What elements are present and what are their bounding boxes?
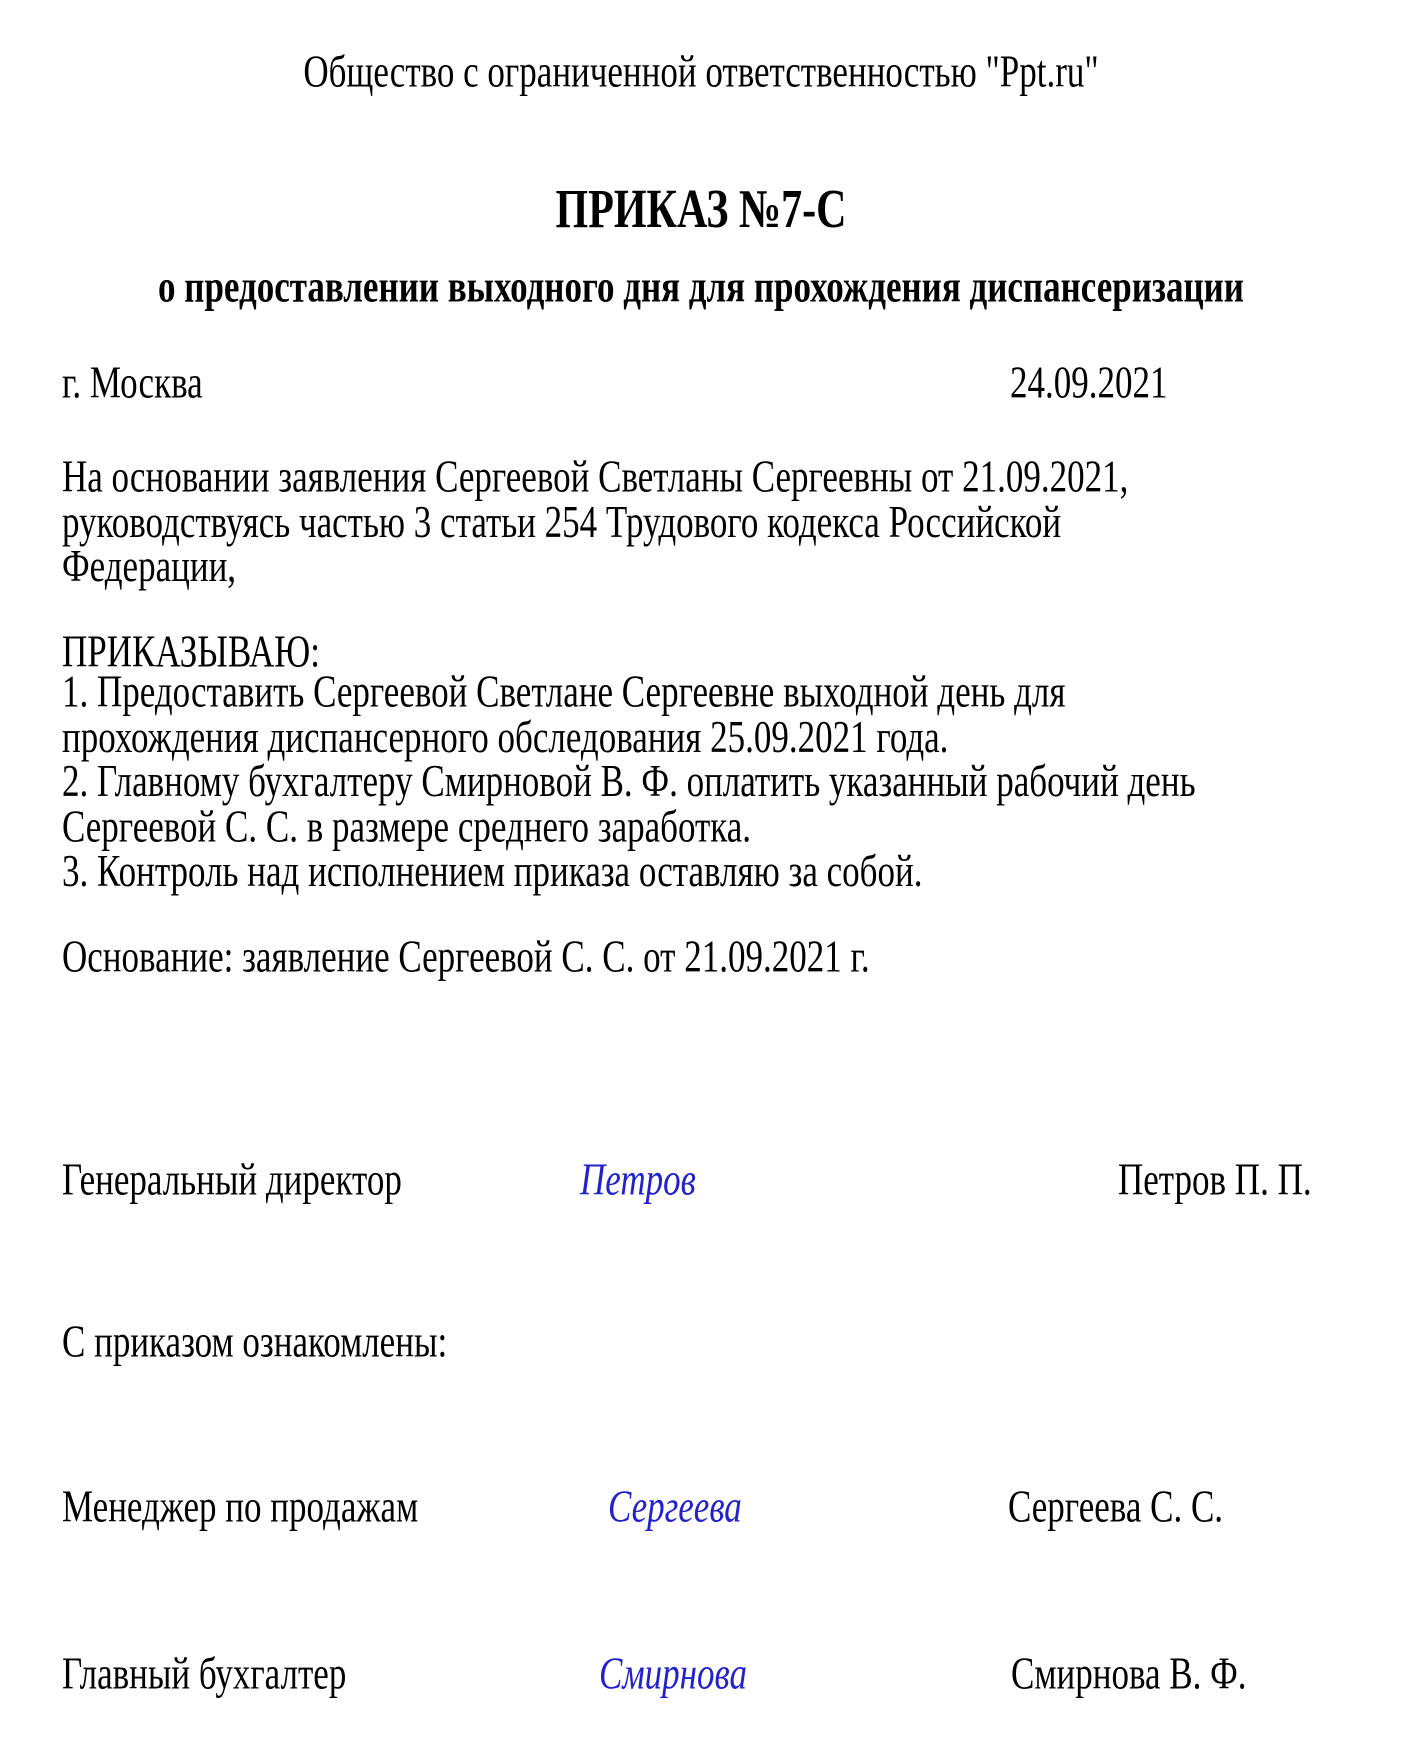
- accountant-position: Главный бухгалтер: [62, 1648, 347, 1699]
- order-item-line: 2. Главному бухгалтеру Смирновой В. Ф. оплатить указанный рабочий день: [62, 755, 1196, 807]
- basis-line: Основание: заявление Сергеевой С. С. от 21.09.2021 г.: [62, 931, 870, 982]
- preamble-line: Федерации,: [62, 540, 237, 592]
- order-item-line: 3. Контроль над исполнением приказа оставляю за собой.: [62, 845, 923, 897]
- order-item-line: 1. Предоставить Сергеевой Светлане Сергеевне выходной день для: [62, 666, 1066, 717]
- order-item-line: Сергеевой С. С. в размере среднего заработка.: [62, 800, 752, 852]
- accountant-name: Смирнова В. Ф.: [1011, 1648, 1247, 1699]
- manager-signature-row: [62, 1481, 1402, 1532]
- date-label: 24.09.2021: [1010, 357, 1168, 408]
- order-title: ПРИКАЗ №7-С: [555, 180, 847, 240]
- preamble-paragraph: [62, 451, 1402, 592]
- acknowledged-heading: С приказом ознакомлены:: [62, 1316, 448, 1367]
- accountant-signature-row: [62, 1648, 1402, 1699]
- order-subject: о предоставлении выходного дня для прохождения диспансеризации: [158, 261, 1244, 312]
- accountant-signature: Смирнова: [599, 1648, 747, 1699]
- manager-signature: Сергеева: [608, 1481, 742, 1532]
- director-name: Петров П. П.: [1118, 1154, 1312, 1205]
- director-signature: Петров: [580, 1154, 696, 1205]
- org-name: Общество с ограниченной ответственностью "Ppt.ru": [303, 46, 1099, 97]
- manager-position: Менеджер по продажам: [62, 1481, 419, 1532]
- preamble-line: На основании заявления Сергеевой Светланы Сергеевны от 21.09.2021,: [62, 451, 1129, 502]
- order-item-line: прохождения диспансерного обследования 25.09.2021 года.: [62, 710, 949, 762]
- order-items: [62, 666, 1402, 897]
- manager-name: Сергеева С. С.: [1008, 1481, 1224, 1532]
- order-heading: ПРИКАЗЫВАЮ:: [62, 626, 320, 677]
- preamble-line: руководствуясь частью 3 статьи 254 Трудового кодекса Российской: [62, 495, 1062, 547]
- city-date-row: [62, 357, 1402, 408]
- director-position: Генеральный директор: [62, 1154, 402, 1205]
- city-label: г. Москва: [62, 357, 203, 408]
- director-signature-row: [62, 1154, 1402, 1205]
